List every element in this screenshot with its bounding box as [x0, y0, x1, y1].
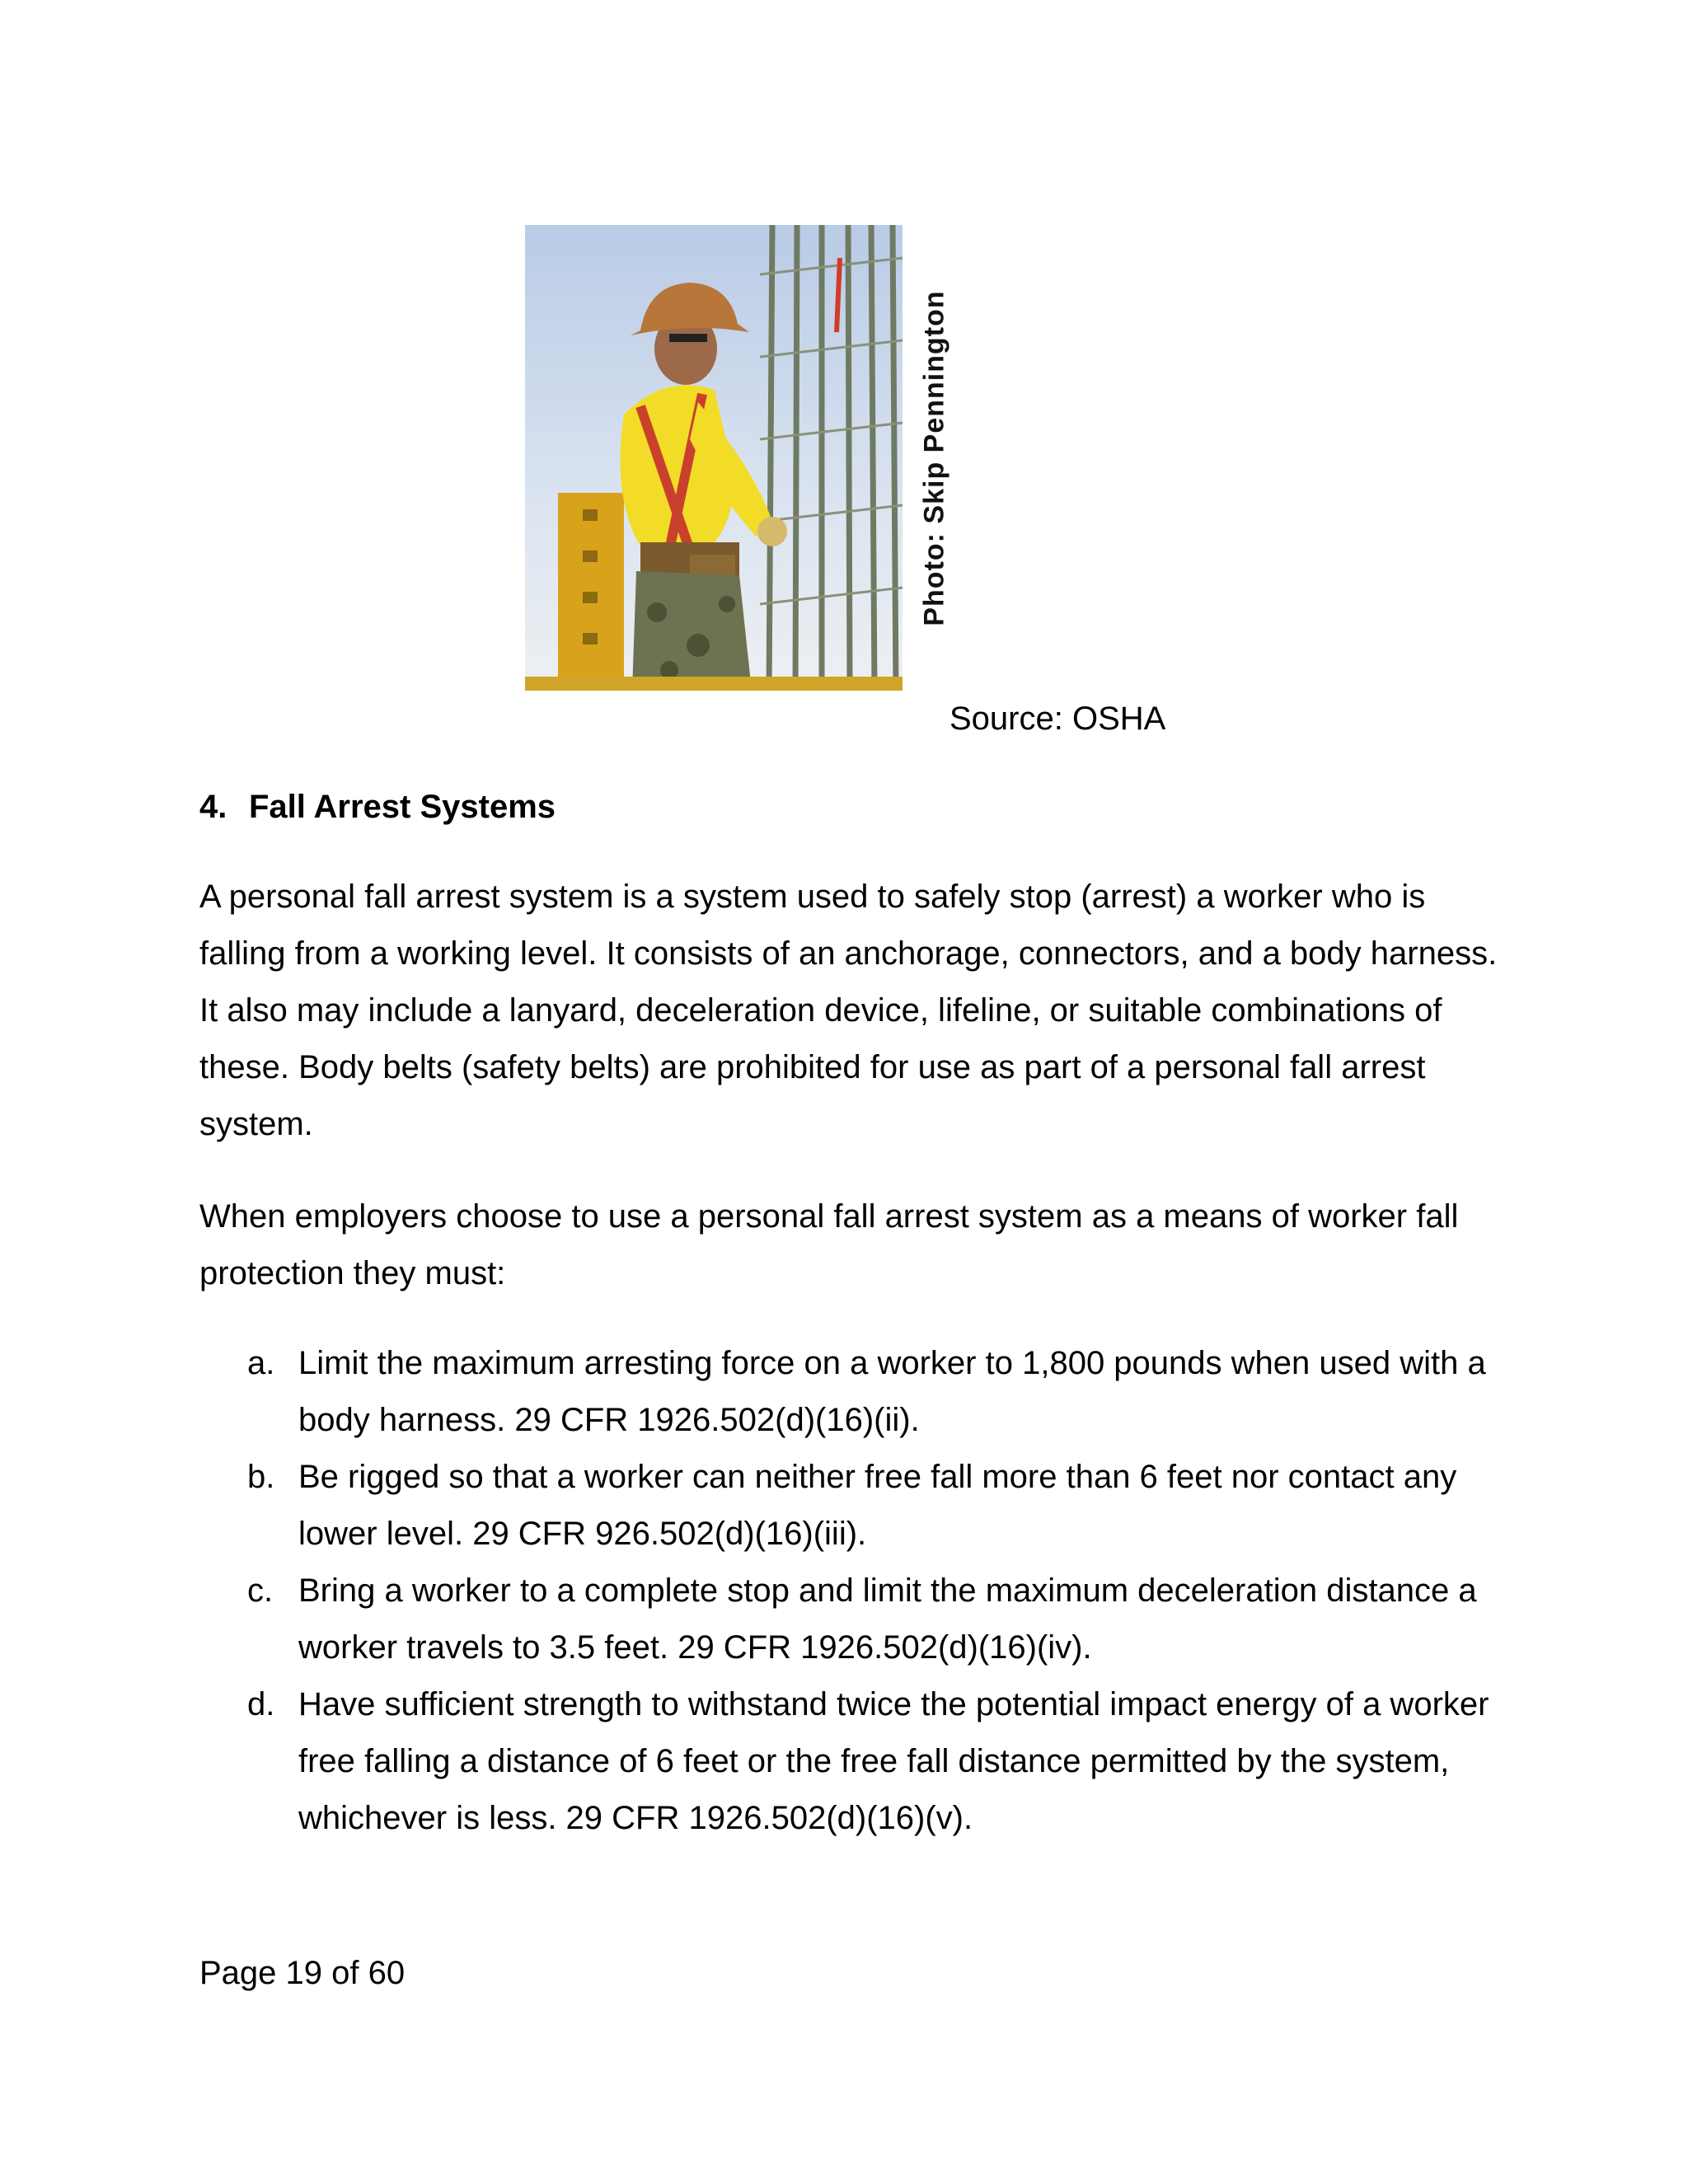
- list-marker: a.: [247, 1345, 275, 1381]
- worker-photo: [525, 225, 903, 691]
- list-item: [247, 1449, 1533, 1563]
- worker-photo-figure: [525, 225, 966, 691]
- list-item-text: Be rigged so that a worker can neither free fall more than 6 feet nor contact any lower level. 29 CFR 926.502(d)(16)(iii).: [298, 1459, 1457, 1552]
- employer-requirements-intro: When employers choose to use a personal fall arrest system as a means of worker fall protection they must:: [199, 1198, 1459, 1291]
- page-number: Page 19 of 60: [199, 1955, 406, 1991]
- photo-source-caption: Source: OSHA: [950, 701, 1166, 737]
- section-title: Fall Arrest Systems: [249, 789, 556, 825]
- intro-paragraph: A personal fall arrest system is a system used to safely stop (arrest) a worker who is falling from a working level. It consists of an anchorage, connectors, and a body harness. It also may include a lanyard, deceleration device, lifeline, or suitable combinations of these. Body belts (safety belts) are prohibited for use as part of a personal fall arrest system.: [199, 879, 1498, 1142]
- list-item-text: Limit the maximum arresting force on a worker to 1,800 pounds when used with a body harness. 29 CFR 1926.502(d)(16)(ii).: [298, 1345, 1486, 1438]
- list-item-text: Have sufficient strength to withstand twice the potential impact energy of a worker free falling a distance of 6 feet or the free fall distance permitted by the system, whichever is less. 29 CFR 1926.502(d)(16)(v).: [298, 1686, 1489, 1836]
- list-item: [247, 1335, 1533, 1449]
- list-item: [247, 1676, 1533, 1847]
- photo-credit-strip: [903, 225, 966, 691]
- list-item-text: Bring a worker to a complete stop and limit the maximum deceleration distance a worker travels to 3.5 feet. 29 CFR 1926.502(d)(16)(iv).: [298, 1572, 1477, 1666]
- list-marker: d.: [247, 1686, 275, 1722]
- list-marker: b.: [247, 1459, 275, 1495]
- photo-credit: Photo: Skip Pennington: [918, 289, 950, 626]
- section-number: 4.: [199, 789, 227, 825]
- requirements-list: [247, 1335, 1533, 1847]
- section-heading: [199, 787, 556, 827]
- list-marker: c.: [247, 1572, 274, 1609]
- list-item: [247, 1563, 1533, 1676]
